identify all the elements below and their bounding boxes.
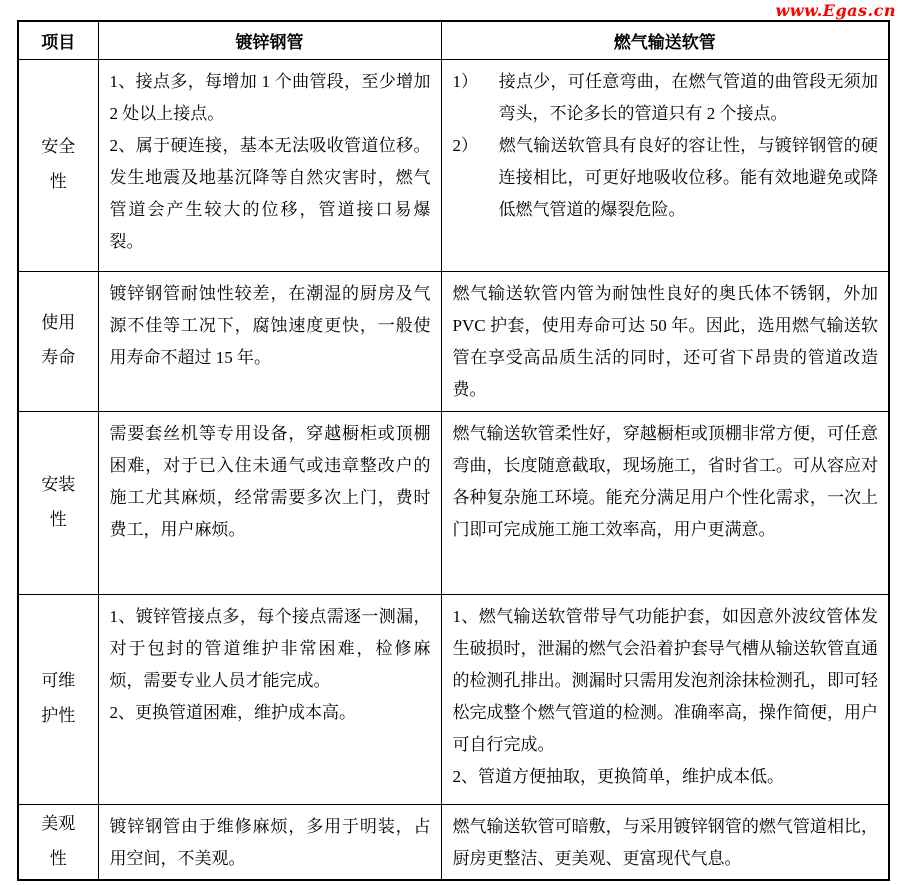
hose-cell: [441, 411, 889, 594]
cell-paragraph: 镀锌钢管耐蚀性较差，在潮湿的厨房及气源不佳等工况下，腐蚀速度更快，一般使用寿命不超过 15 年。: [109, 283, 431, 367]
site-watermark: www.Egas.cn: [775, 1, 896, 20]
cell-paragraph: 1、接点多，每增加 1 个曲管段，至少增加 2 处以上接点。: [109, 71, 431, 123]
steel-cell: [98, 804, 441, 880]
cell-paragraph: 1、镀锌管接点多，每个接点需逐一测漏，对于包封的管道维护非常困难，检修麻烦，需要专业人员才能完成。: [109, 606, 431, 690]
table-row-safety: [18, 59, 889, 271]
comparison-table: [17, 20, 890, 881]
list-marker: 2）: [452, 135, 478, 155]
row-label-text: 美观性: [41, 813, 76, 868]
hose-cell: [441, 594, 889, 804]
cell-paragraph: 燃气输送软管内管为耐蚀性良好的奥氏体不锈钢，外加 PVC 护套，使用寿命可达 50 年。因此，选用燃气输送软管在享受高品质生活的同时，还可省下昂贵的管道改造费。: [452, 283, 878, 399]
hose-cell: [441, 804, 889, 880]
header-gas-hose: 燃气输送软管: [441, 21, 889, 59]
table-row-maintainability: [18, 594, 889, 804]
paragraph-text: 燃气输送软管具有良好的容让性，与镀锌钢管的硬连接相比，可更好地吸收位移。能有效地避免或降低燃气管道的爆裂危险。: [498, 135, 878, 219]
table-row-installation: [18, 411, 889, 594]
cell-paragraph: 1、燃气输送软管带导气功能护套，如因意外波纹管体发生破损时，泄漏的燃气会沿着护套导气槽从输送软管直通的检测孔排出。测漏时只需用发泡剂涂抹检测孔，即可轻松完成整个燃气管道的检测。准确率高，操作简便，用户可自行完成。: [452, 606, 878, 754]
cell-paragraph: 燃气输送软管可暗敷，与采用镀锌钢管的燃气管道相比，厨房更整洁、更美观、更富现代气息。: [452, 816, 878, 868]
row-label: [18, 804, 98, 880]
row-label: [18, 411, 98, 594]
cell-paragraph: 燃气输送软管柔性好，穿越橱柜或顶棚非常方便，可任意弯曲，长度随意截取，现场施工，省时省工。可从容应对各种复杂施工环境。能充分满足用户个性化需求，一次上门即可完成施工施工效率高，用户更满意。: [452, 423, 878, 539]
header-steel-pipe: 镀锌钢管: [98, 21, 441, 59]
steel-cell: [98, 411, 441, 594]
hose-cell: [441, 59, 889, 271]
paragraph-text: 接点少，可任意弯曲，在燃气管道的曲管段无须加弯头，不论多长的管道只有 2 个接点。: [498, 71, 878, 123]
steel-cell: [98, 271, 441, 411]
cell-paragraph: 镀锌钢管由于维修麻烦，多用于明装，占用空间，不美观。: [109, 816, 431, 868]
steel-cell: [98, 594, 441, 804]
hose-cell: [441, 271, 889, 411]
row-label-text: 可维护性: [41, 671, 76, 725]
cell-paragraph: [453, 66, 879, 130]
row-label: [18, 594, 98, 804]
row-label: [18, 59, 98, 271]
table-header-row: [18, 21, 889, 59]
table-row-lifespan: [18, 271, 889, 411]
steel-cell: [98, 59, 441, 271]
cell-paragraph: 2、更换管道困难，维护成本高。: [109, 702, 356, 722]
cell-paragraph: 2、属于硬连接，基本无法吸收管道位移。发生地震及地基沉降等自然灾害时，燃气管道会产生较大的位移，管道接口易爆裂。: [109, 135, 431, 251]
cell-paragraph: 2、管道方便抽取，更换简单，维护成本低。: [452, 766, 784, 786]
cell-paragraph: [453, 130, 879, 226]
row-label: [18, 271, 98, 411]
row-label-text: 安装性: [41, 474, 76, 529]
header-item: 项目: [18, 21, 98, 59]
cell-paragraph: 需要套丝机等专用设备，穿越橱柜或顶棚困难，对于已入住未通气或违章整改户的施工尤其麻烦，经常需要多次上门，费时费工，用户麻烦。: [109, 423, 431, 539]
table-row-aesthetics: [18, 804, 889, 880]
row-label-text: 安全性: [41, 137, 76, 191]
list-marker: 1）: [452, 71, 478, 91]
row-label-text: 使用寿命: [41, 313, 76, 367]
